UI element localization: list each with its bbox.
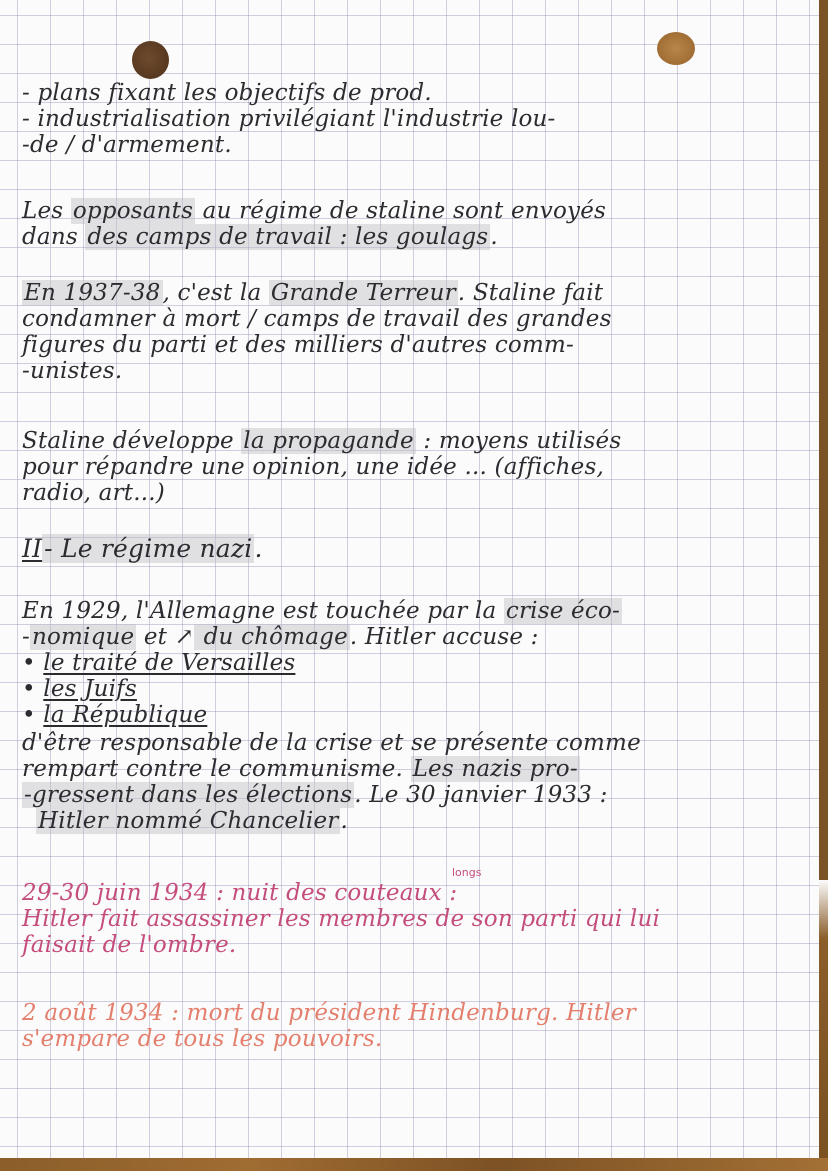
text: . Le 30 janvier 1933 : (354, 782, 608, 808)
note-line-propagande-2: pour répandre une opinion, une idée ... (affiches, (22, 454, 605, 480)
note-line-nuit-2: Hitler fait assassiner les membres de son parti qui lui (22, 906, 661, 932)
note-line-plans: - plans fixant les objectifs de prod. (22, 80, 432, 106)
text: : moyens utilisés (415, 428, 622, 454)
note-line-terreur-1 (22, 280, 603, 306)
text: . (490, 224, 498, 250)
heading-text: - Le régime nazi (44, 534, 253, 563)
note-line-industrialisation: - industrialisation privilégiant l'industrie lou- (22, 106, 556, 132)
note-line-crise-7 (22, 756, 580, 782)
highlighted-text: En 1937-38 (24, 280, 161, 306)
highlighted-text: des camps de travail : les goulags (87, 224, 489, 250)
note-line-gulags-2 (22, 224, 498, 250)
text: . Hitler accuse : (349, 624, 539, 650)
heading-number: II (22, 534, 43, 563)
text: au régime de staline sont envoyés (195, 198, 607, 224)
bullet-item (22, 650, 295, 676)
text: . (340, 808, 348, 834)
bullet-icon: • (22, 676, 44, 702)
highlighted-text: opposants (72, 198, 194, 224)
punch-hole-right (657, 32, 695, 65)
bullet-text: la République (43, 702, 208, 728)
highlighted-text: crise éco- (505, 598, 620, 624)
highlighted-text: Grande Terreur (270, 280, 456, 306)
note-line-crise-6: d'être responsable de la crise et se présente comme (22, 730, 641, 756)
text: et (136, 624, 175, 650)
note-line-nuit-1: 29-30 juin 1934 : nuit des couteaux : (22, 880, 458, 906)
note-line-propagande-1 (22, 428, 621, 454)
wood-surface-right (819, 880, 828, 1171)
note-line-armement: -de / d'armement. (22, 132, 232, 158)
note-line-crise-1 (22, 598, 622, 624)
arrow-up-right-icon: ↗ (174, 624, 195, 650)
highlighted-text: la propagande (243, 428, 414, 454)
note-line-terreur-3: figures du parti et des milliers d'autres comm- (22, 332, 574, 358)
text: , c'est la (162, 280, 269, 306)
note-line-crise-8 (22, 782, 608, 808)
note-line-terreur-4: -unistes. (22, 358, 123, 384)
highlighted-text: nomique (31, 624, 135, 650)
section-heading-regime-nazi (22, 536, 263, 562)
note-line-terreur-2: condamner à mort / camps de travail des grandes (22, 306, 612, 332)
text: rempart contre le communisme. (22, 756, 411, 782)
note-line-crise-2 (22, 624, 539, 650)
text: - (22, 624, 30, 650)
text: dans (22, 224, 86, 250)
bullet-item (22, 676, 137, 702)
bullet-text: le traité de Versailles (43, 650, 296, 676)
note-line-hindenburg-2: s'empare de tous les pouvoirs. (22, 1026, 383, 1052)
punch-hole-left (132, 41, 169, 79)
bullet-text: les Juifs (43, 676, 137, 702)
note-line-propagande-3: radio, art...) (22, 480, 165, 506)
note-line-nuit-3: faisait de l'ombre. (22, 932, 237, 958)
text: . Staline fait (457, 280, 604, 306)
annotation-longs: longs (452, 866, 482, 879)
text: . (254, 534, 263, 563)
note-line-gulags-1 (22, 198, 606, 224)
highlighted-text: Hitler nommé Chancelier (38, 808, 339, 834)
bullet-icon: • (22, 650, 44, 676)
text: Staline développe (22, 428, 242, 454)
text: Les (22, 198, 71, 224)
bullet-item (22, 702, 207, 728)
text: En 1929, l'Allemagne est touchée par la (22, 598, 504, 624)
highlighted-text: du chômage (196, 624, 348, 650)
wood-surface-bottom (0, 1158, 828, 1171)
note-line-crise-9 (36, 808, 348, 834)
highlighted-text: Les nazis pro- (412, 756, 578, 782)
highlighted-text: -gressent dans les élections (24, 782, 353, 808)
bullet-icon: • (22, 702, 44, 728)
note-line-hindenburg-1: 2 août 1934 : mort du président Hindenburg. Hitler (22, 1000, 636, 1026)
